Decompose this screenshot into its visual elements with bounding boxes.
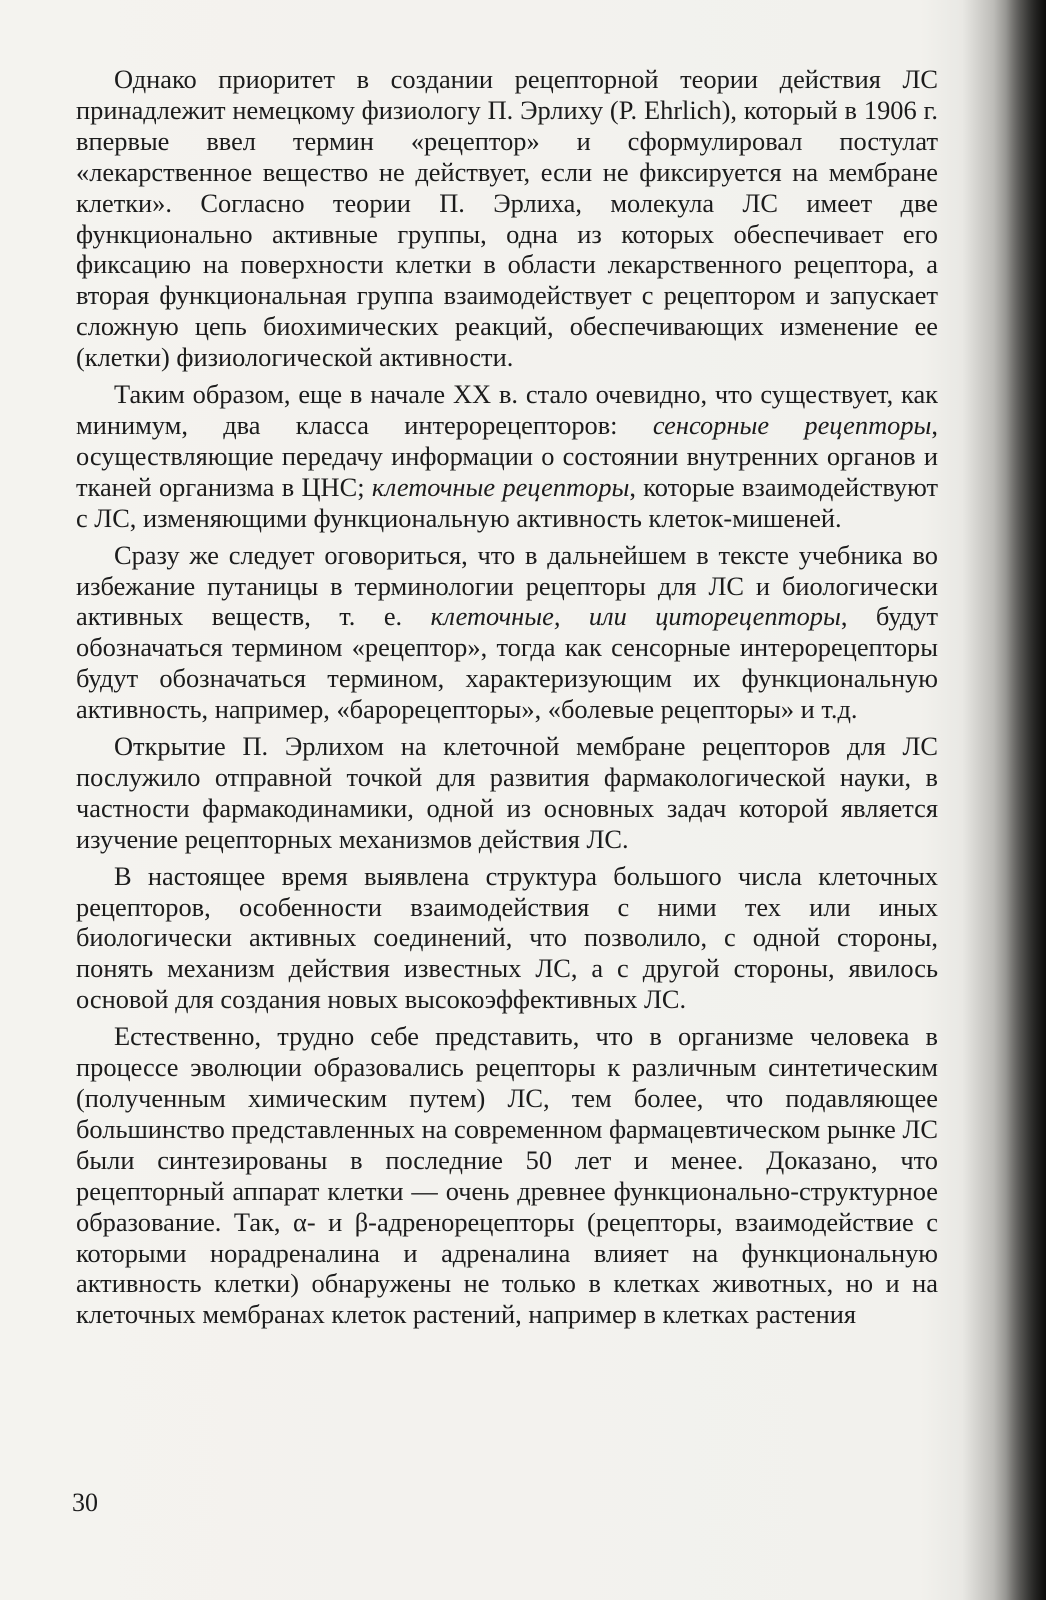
paragraph-5: [76, 861, 938, 1016]
term-sensory-receptors: сенсорные рецепторы: [652, 409, 932, 440]
paragraph-2-text-b: , осуществляющие передачу информации о состоянии внутренних органов и тканей организма в ЦНС;: [76, 409, 938, 502]
paragraph-2-text-c: , которые взаимодействуют с ЛС, изменяющими функциональную активность клеток-мишеней.: [76, 471, 938, 533]
paragraph-4: [76, 731, 938, 855]
book-spine-shadow: [1006, 0, 1046, 1600]
paragraph-1-text: Однако приоритет в создании рецепторной теории действия ЛС принадлежит немецкому физиологу П. Эрлиху (P. Ehrlich), который в 1906 г. впервые ввел термин «рецептор» и сформулировал постулат «лекарственное вещество не действует, если не фиксируется на мембране клетки». Согласно теории П. Эрлиха, молекула ЛС имеет две функционально активные группы, одна из которых обеспечивает его фиксацию на поверхности клетки в области лекарственного рецептора, а вторая функциональная группа взаимодействует с рецептором и запускает сложную цепь биохимических реакций, обеспечивающих изменение ее (клетки) физиологической активности.: [76, 64, 938, 373]
paragraph-4-text: Открытие П. Эрлихом на клеточной мембране рецепторов для ЛС послужило отправной точкой для развития фармакологической науки, в частности фармакодинамики, одной из основных задач которой является изучение рецепторных механизмов действия ЛС.: [76, 731, 938, 854]
paragraph-3-text-b: , будут обозначаться термином «рецептор», тогда как сенсорные интерорецепторы будут обозначаться термином, характеризующим их функциональную активность, например, «барорецепторы», «болевые рецепторы» и т.д.: [76, 601, 939, 725]
paragraph-2-text-a: Таким образом, еще в начале XX в. стало очевидно, что существует, как минимум, два класса интерорецепторов:: [76, 379, 938, 440]
paragraph-3: [76, 540, 938, 725]
paragraph-1: [76, 64, 938, 373]
term-cell-receptors: клеточные рецепторы: [371, 471, 630, 502]
paragraph-6: [76, 1021, 938, 1330]
page-number: 30: [72, 1488, 98, 1517]
paragraph-3-text-a: Сразу же следует оговориться, что в дальнейшем в тексте учебника во избежание путаницы в терминологии рецепторы для ЛС и биологически активных веществ, т. е.: [76, 539, 938, 632]
paragraph-2: [76, 379, 938, 534]
body-text: [76, 64, 938, 1336]
paragraph-5-text: В настоящее время выявлена структура большого числа клеточных рецепторов, особенности взаимодействия с ними тех или иных биологически активных соединений, что позволило, с одной стороны, понять механизм действия известных ЛС, а с другой стороны, явилось основой для создания новых высокоэффективных ЛС.: [76, 860, 938, 1015]
paragraph-6-text: Естественно, трудно себе представить, что в организме человека в процессе эволюции образовались рецепторы к различным синтетическим (полученным химическим путем) ЛС, тем более, что подавляющее большинство представленных на современном фармацевтическом рынке ЛС были синтезированы в последние 50 лет и менее. Доказано, что рецепторный аппарат клетки — очень древнее функционально-структурное образование. Так, α- и β-адренорецепторы (рецепторы, взаимодействие с которыми норадреналина и адреналина влияет на функциональную активность клетки) обнаружены не только в клетках животных, но и на клеточных мембранах клеток растений, например в клетках растения: [76, 1021, 938, 1330]
term-cytoreceptors: клеточные, или циторецепторы: [430, 601, 841, 632]
